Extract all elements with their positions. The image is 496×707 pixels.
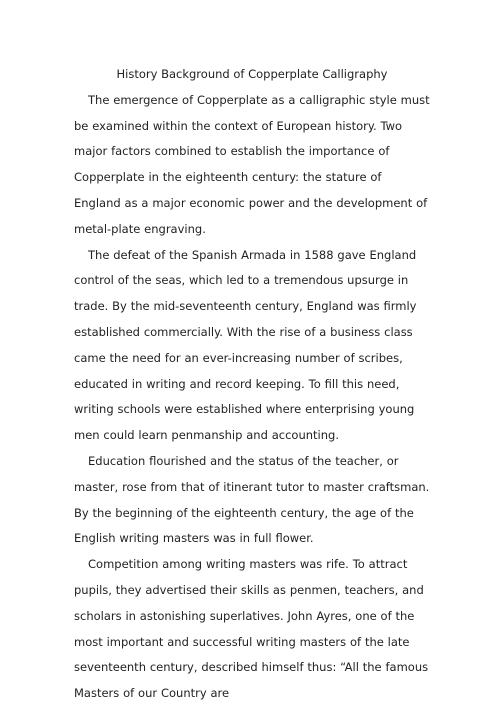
paragraph-4: Competition among writing masters was rife. To attract pupils, they advertised their skills as penmen, teachers, and scholars in astonishing superlatives. John Ayres, one of the most important and successful writing masters of the late seventeenth century, described himself thus: “All the famous Masters of our Country are — [74, 557, 429, 701]
paragraph-3: Education flourished and the status of the teacher, or master, rose from that of itinerant tutor to master craftsman. By the beginning of the eighteenth century, the age of the English writing masters was in full flower. — [74, 453, 430, 546]
document-title: History Background of Copperplate Calligraphy — [116, 67, 388, 81]
paragraph-1: The emergence of Copperplate as a calligraphic style must be examined within the context of European history. Two major factors combined to establish the importance of Copperplate in the eighteenth century: the stature of England as a major economic power and the development of metal-plate engraving. — [74, 92, 430, 236]
paragraph-2: The defeat of the Spanish Armada in 1588 gave England control of the seas, which led to a tremendous upsurge in trade. By the mid-seventeenth century, England was firmly established commercially. With the rise of a business class came the need for an ever-increasing number of scribes, educated in writing and record keeping. To fill this need, writing schools were established where enterprising young men could learn penmanship and accounting. — [74, 247, 417, 443]
document-body — [74, 62, 430, 707]
